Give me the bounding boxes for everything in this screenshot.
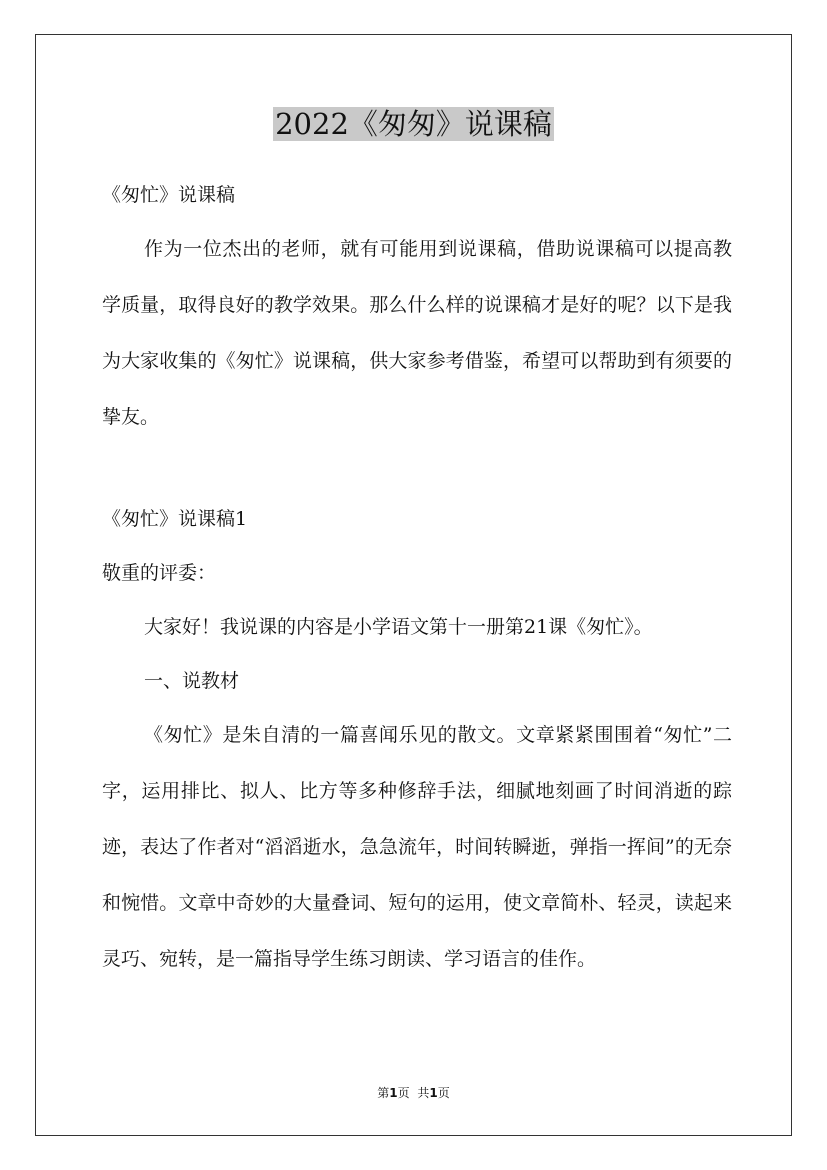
body-paragraph: 《匆忙》是朱自清的一篇喜闻乐见的散文。文章紧紧围围着“匆忙”二字，运用排比、拟人、比方等多种修辞手法，细腻地刻画了时间消逝的踪迹，表达了作者对“滔滔逝水，急急流年，时间转瞬逝，弹指一挥间”的无奈和惋惜。文章中奇妙的大量叠词、短句的运用，使文章简朴、轻灵，读起来灵巧、宛转，是一篇指导学生练习朗读、学习语言的佳作。 [102, 724, 732, 970]
footer-total-label: 页 [437, 1086, 450, 1100]
footer-page-prefix: 第 [377, 1086, 390, 1100]
salutation: 敬重的评委： [102, 562, 217, 584]
subsection-heading: 一、说教材 [144, 670, 240, 692]
subtitle: 《匆忙》说课稿 [102, 184, 236, 206]
intro-paragraph: 作为一位杰出的老师，就有可能用到说课稿，借助说课稿可以提高教学质量，取得良好的教学效果。那么什么样的说课稿才是好的呢？以下是我为大家收集的《匆忙》说课稿，供大家参考借鉴，希望可以帮助到有须要的挚友。 [102, 238, 732, 428]
section-heading: 《匆忙》说课稿1 [102, 508, 248, 530]
footer-page-label: 页 [397, 1086, 410, 1100]
document-title [0, 104, 827, 144]
title-text: 2022《匆匆》说课稿 [275, 107, 552, 141]
page-footer [0, 1085, 827, 1101]
footer-total-number: 1 [429, 1086, 438, 1100]
footer-total-prefix: 共 [417, 1086, 430, 1100]
footer-page-number: 1 [389, 1086, 398, 1100]
greeting-paragraph: 大家好！我说课的内容是小学语文第十一册第21课《匆忙》。 [144, 616, 653, 638]
